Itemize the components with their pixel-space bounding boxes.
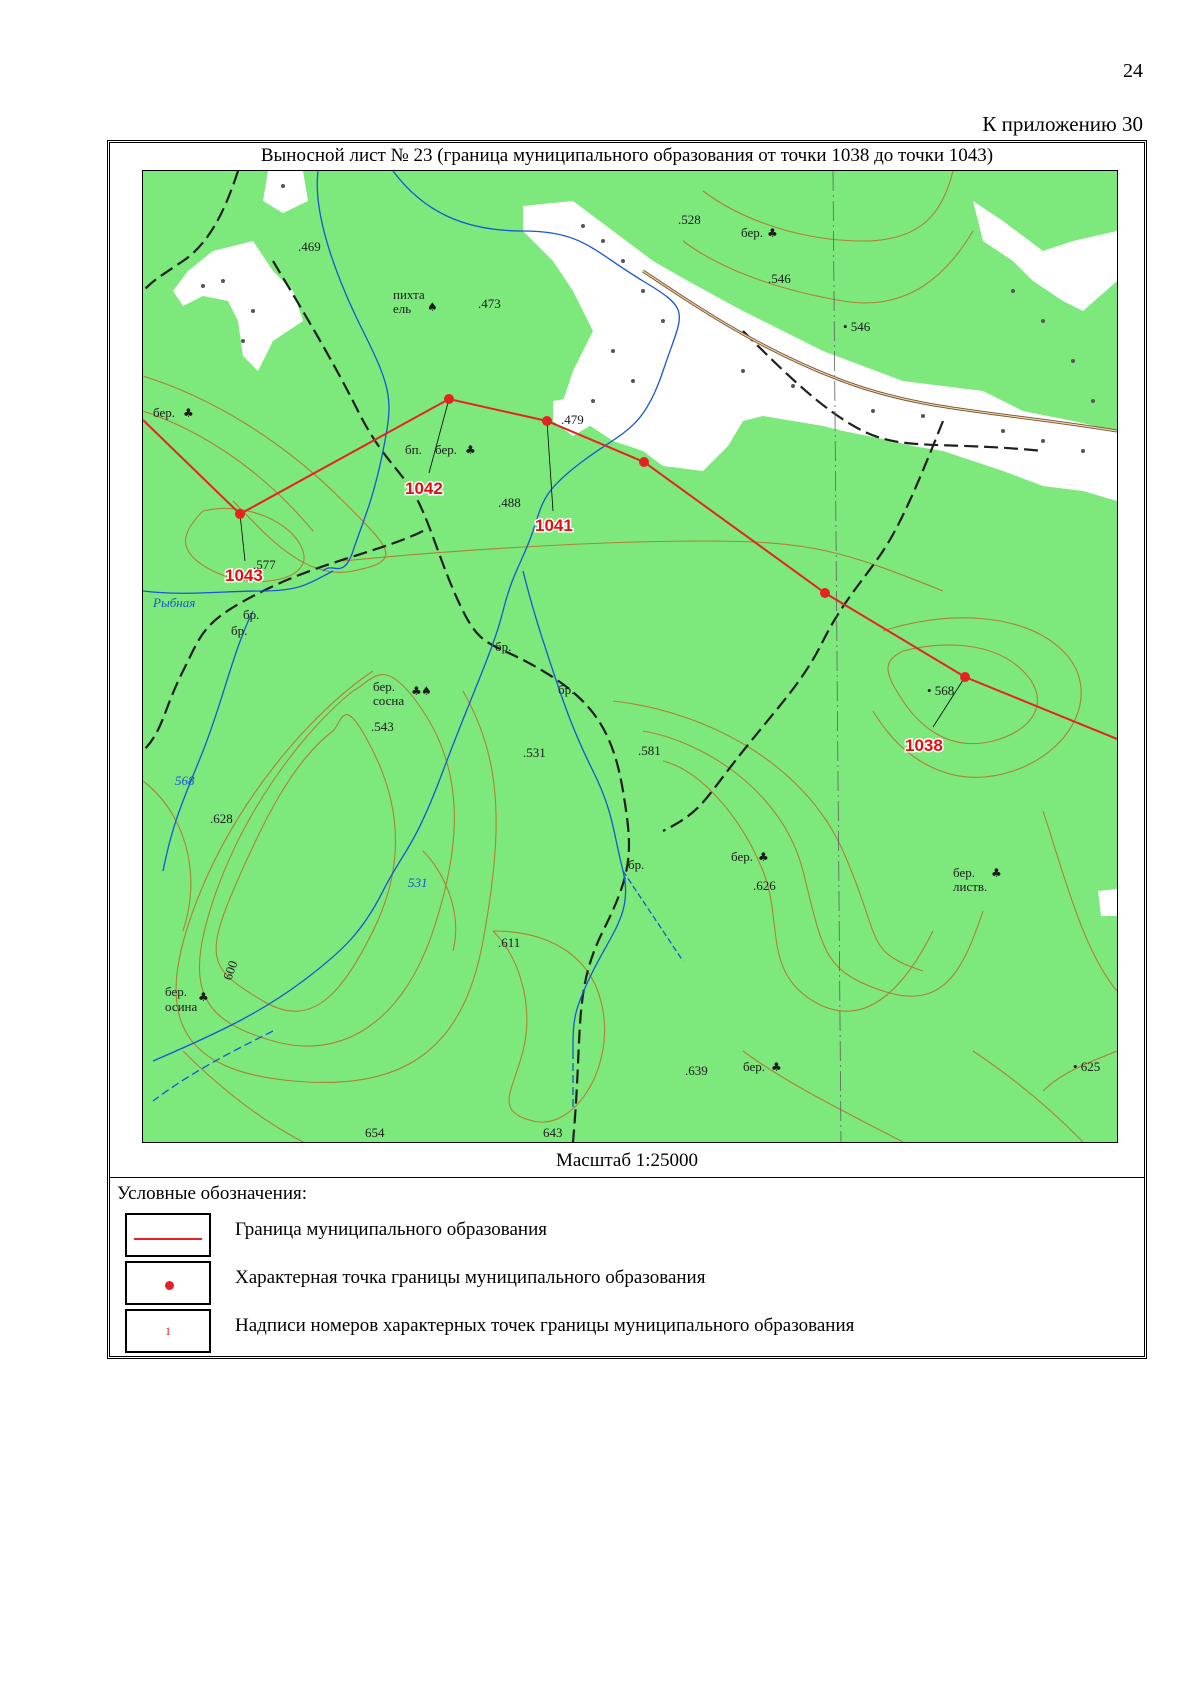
deciduous-tree-icon: ♣ xyxy=(771,1060,782,1074)
map-scale: Масштаб 1:25000 xyxy=(555,1150,699,1171)
clearing-west xyxy=(173,241,303,371)
forest-label-decid-birch: бер. xyxy=(953,865,975,880)
legend-divider xyxy=(110,1177,1144,1178)
boundary-point-1041 xyxy=(542,416,552,426)
ford-label-2: бр. xyxy=(231,623,248,638)
elevation-581: .581 xyxy=(638,743,661,758)
legend-text: Граница муниципального образования xyxy=(235,1219,547,1240)
track-west-spur xyxy=(143,531,423,751)
forest-label-spruce: ель xyxy=(393,301,412,316)
legend-swatch-line xyxy=(125,1213,211,1257)
ford-label-1: бр. xyxy=(243,607,260,622)
clearing-nw-top xyxy=(263,171,308,213)
elevation-546a: .546 xyxy=(768,271,791,286)
forest-label-pine-birch: бер. xyxy=(373,679,395,694)
contour-label-600: 600 xyxy=(219,958,241,983)
appendix-label: К приложению 30 xyxy=(982,112,1143,136)
boundary-point-1040 xyxy=(639,457,649,467)
elevation-473: .473 xyxy=(478,296,501,311)
clearing-ne xyxy=(973,201,1117,311)
elevation-628: .628 xyxy=(210,811,233,826)
elevation-611: .611 xyxy=(498,935,521,950)
point-label-1038: 1038 xyxy=(905,736,943,755)
forest-label-birch1: бер. xyxy=(741,225,763,240)
elevation-543: .543 xyxy=(371,719,394,734)
elevation-654: 654 xyxy=(365,1125,385,1140)
forest-label-pine: сосна xyxy=(373,693,405,708)
point-label-1043: 1043 xyxy=(225,566,263,585)
elevation-479: .479 xyxy=(561,412,584,427)
legend-text: Характерная точка границы муниципального образования xyxy=(235,1267,706,1288)
elevation-546b: • 546 xyxy=(843,319,871,334)
deciduous-tree-icon: ♣ xyxy=(411,684,422,698)
deciduous-tree-icon: ♣ xyxy=(767,226,778,240)
ford-label-3: бр. xyxy=(495,639,512,654)
forest-label-birch3: бер. xyxy=(435,442,457,457)
boundary-point-1042 xyxy=(444,394,454,404)
forest-label-fir: пихта xyxy=(393,287,425,302)
forest-label-aspen-birch: бер. xyxy=(165,984,187,999)
clearing-se-edge xyxy=(1098,889,1117,916)
boundary-points xyxy=(235,394,970,682)
legend-text: Надписи номеров характерных точек границы муниципального образования xyxy=(235,1315,855,1336)
point-label-1041: 1041 xyxy=(535,516,573,535)
topographic-map[interactable] xyxy=(142,170,1118,1143)
map-canvas xyxy=(143,171,1117,1142)
stream-middle xyxy=(523,571,626,1051)
elevation-639: .639 xyxy=(685,1063,708,1078)
forest-label-birch2: бер. xyxy=(153,405,175,420)
ford-label-6: бп. xyxy=(405,442,422,457)
legend-swatch-dot xyxy=(125,1261,211,1305)
forest-label-birch5: бер. xyxy=(743,1059,765,1074)
boundary-point-1038 xyxy=(960,672,970,682)
legend-item-point xyxy=(117,1261,1117,1309)
deciduous-tree-icon: ♣ xyxy=(198,990,209,1004)
elevation-577: .577 xyxy=(253,557,276,572)
elevation-568a: • 568 xyxy=(927,683,955,698)
elevation-643: 643 xyxy=(543,1125,563,1140)
conifer-icon: ♠ xyxy=(427,300,438,314)
legend-swatch-number: 1 xyxy=(125,1309,211,1353)
deciduous-tree-icon: ♣ xyxy=(465,443,476,457)
deciduous-tree-icon: ♣ xyxy=(758,850,769,864)
map-sheet-frame xyxy=(107,140,1147,1359)
legend-item-number xyxy=(117,1309,1117,1357)
ford-label-4: бр. xyxy=(558,682,575,697)
forest-label-birch4: бер. xyxy=(731,849,753,864)
point-leaders xyxy=(240,399,965,727)
forest-label-aspen: осина xyxy=(165,999,198,1014)
boundary-point-1039 xyxy=(820,588,830,598)
river-name-rybnaya: Рыбная xyxy=(153,595,196,610)
water-level-531: 531 xyxy=(408,875,428,890)
stream-east-spur xyxy=(623,871,683,961)
deciduous-tree-icon: ♣ xyxy=(991,866,1002,880)
deciduous-tree-icon: ♣ xyxy=(183,406,194,420)
stream-sw-dashed xyxy=(153,1031,273,1101)
legend-title: Условные обозначения: xyxy=(117,1183,308,1204)
forest-label-deciduous: листв. xyxy=(953,879,988,894)
sheet-title: Выносной лист № 23 (граница муниципального образования от точки 1038 до точки 1043) xyxy=(260,145,994,166)
elevation-625: • 625 xyxy=(1073,1059,1101,1074)
point-label-1042: 1042 xyxy=(405,479,443,498)
elevation-488: .488 xyxy=(498,495,521,510)
elevation-531a: .531 xyxy=(523,745,546,760)
elevation-626: .626 xyxy=(753,878,776,893)
conifer-icon: ♠ xyxy=(421,684,432,698)
water-level-568: 568 xyxy=(175,773,195,788)
elevation-469: .469 xyxy=(298,239,321,254)
boundary-point-1043 xyxy=(235,509,245,519)
elevation-528: .528 xyxy=(678,212,701,227)
stream-west xyxy=(163,611,253,871)
ford-label-5: бр. xyxy=(628,857,645,872)
grid-line xyxy=(833,171,841,1142)
page-number: 24 xyxy=(1123,60,1143,82)
legend-item-boundary xyxy=(117,1213,1117,1261)
